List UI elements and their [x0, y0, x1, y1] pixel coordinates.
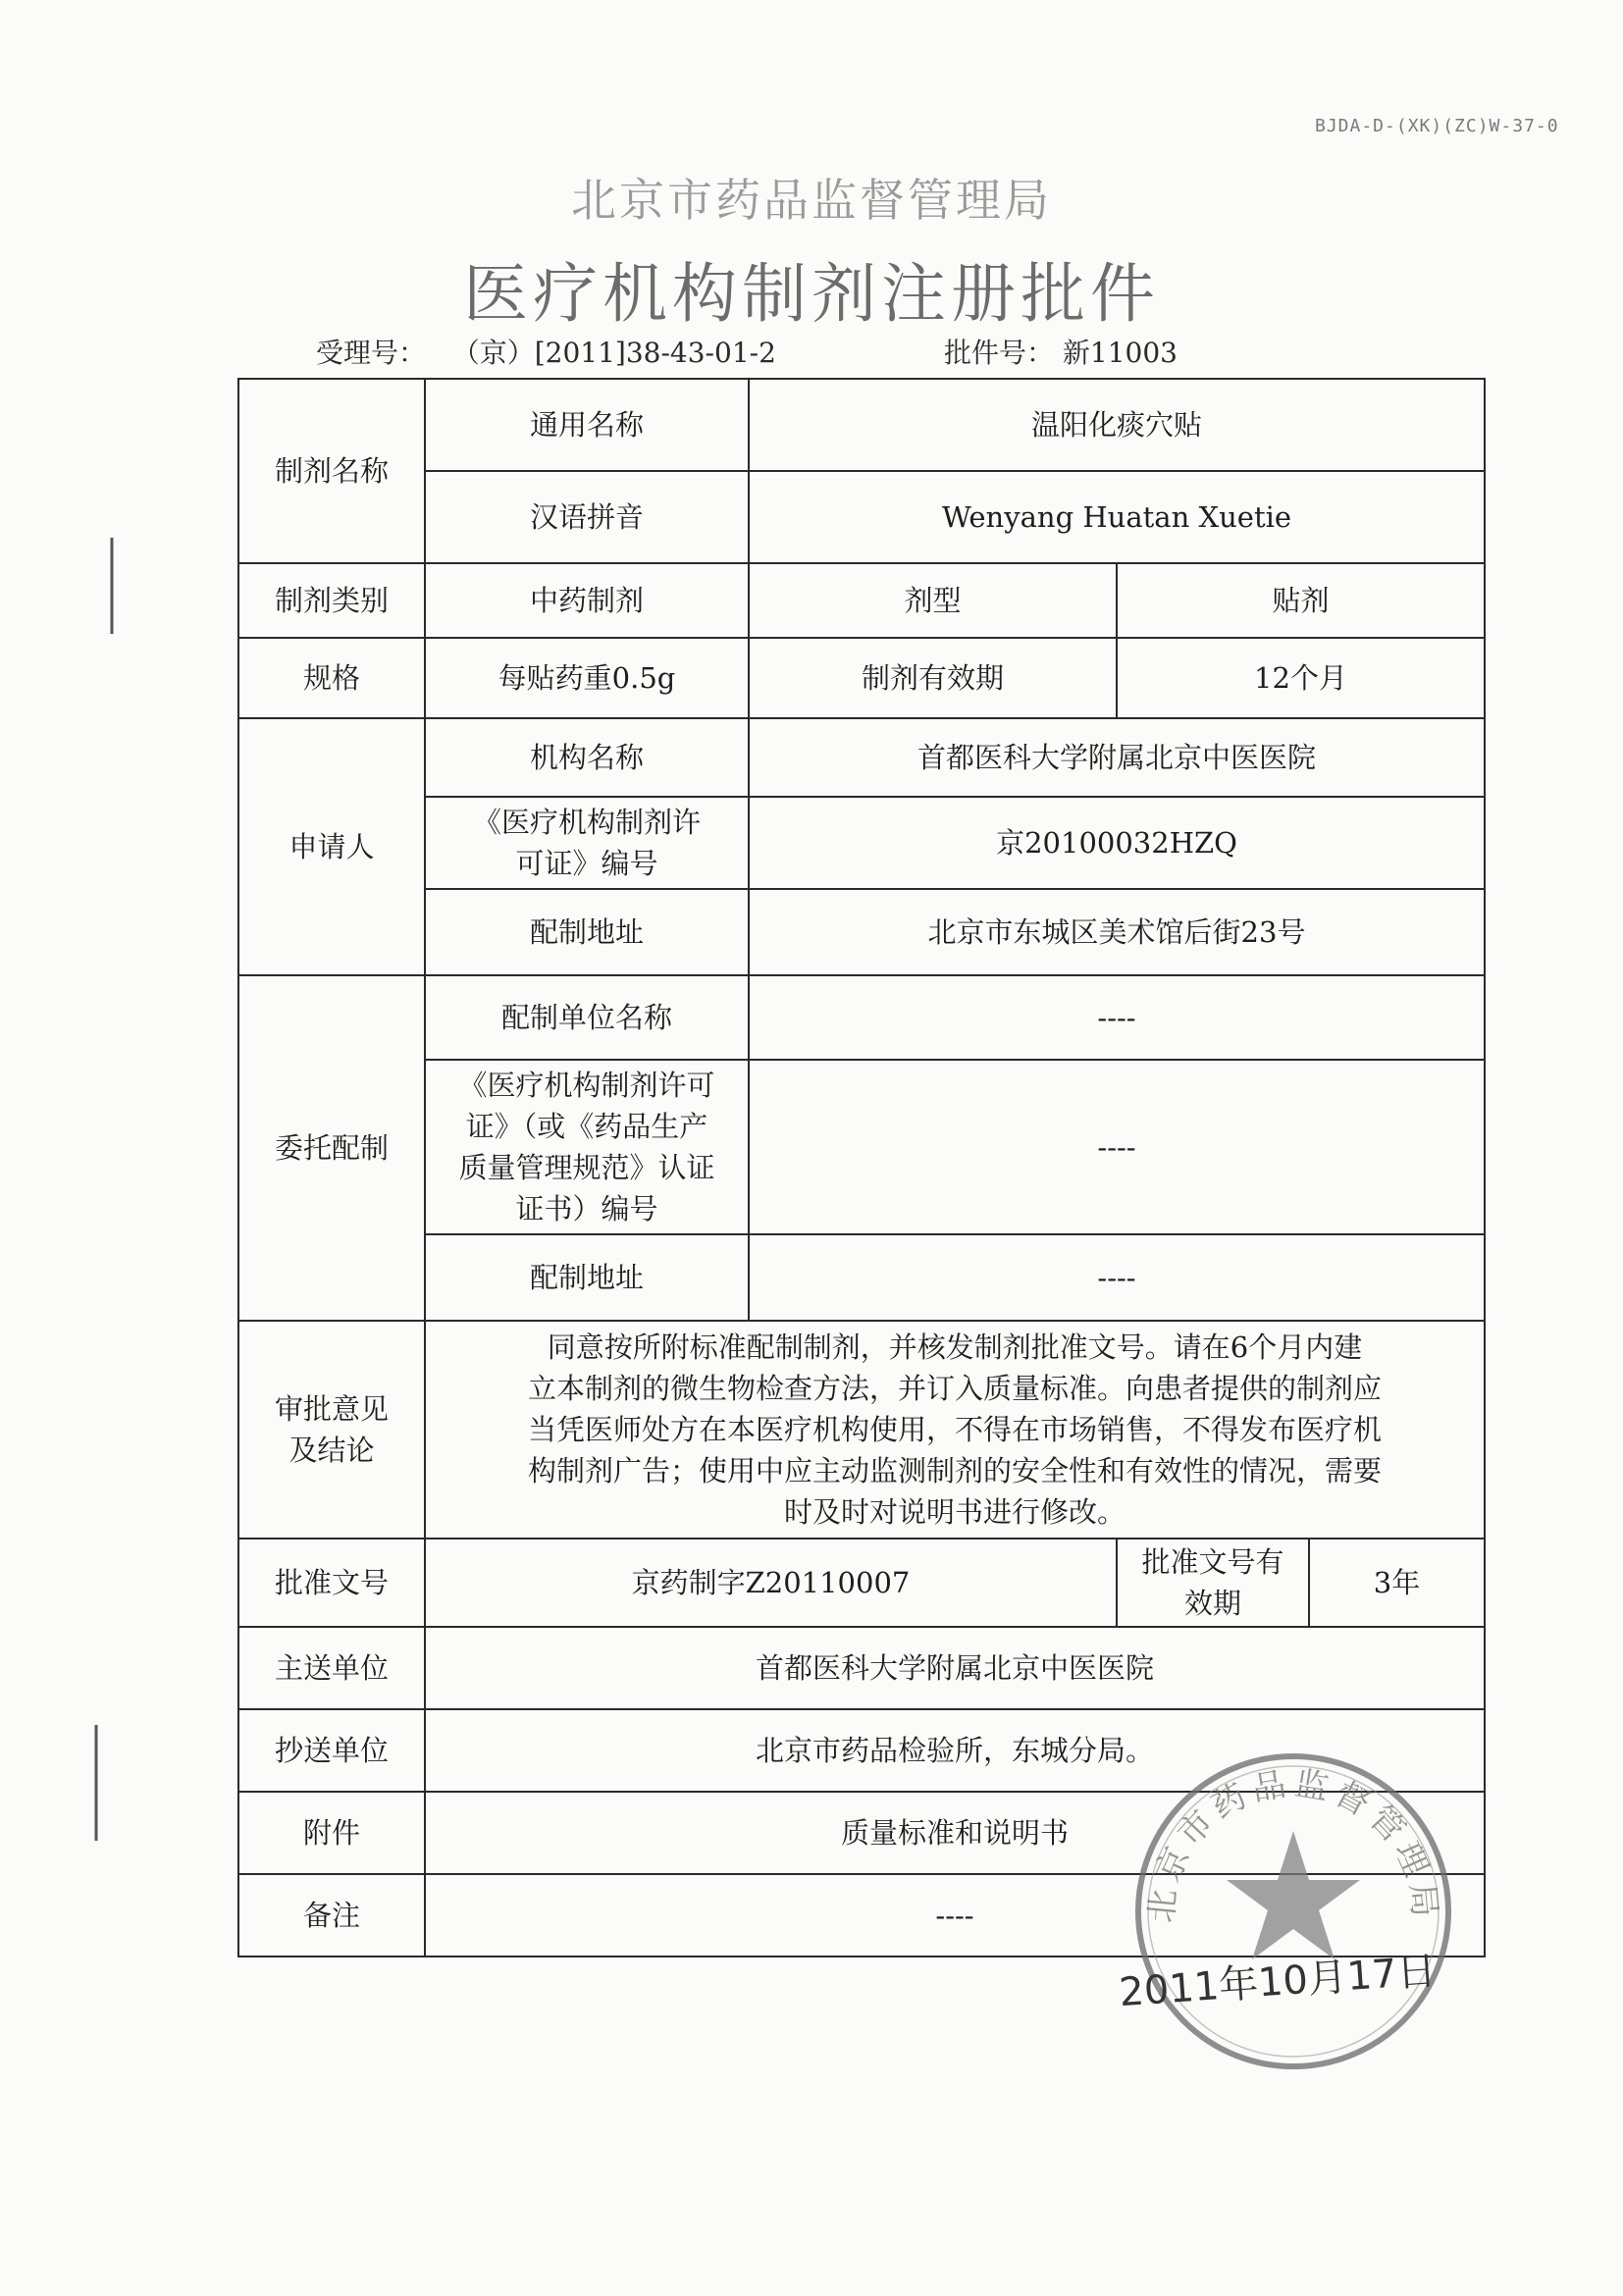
acceptance-number — [316, 332, 776, 371]
approval-validity-label — [1118, 1539, 1310, 1626]
approval-validity — [1117, 1539, 1485, 1627]
license-number-label — [425, 797, 749, 889]
main-recipient-label: 主送单位 — [238, 1627, 425, 1709]
attachment-label: 附件 — [238, 1792, 425, 1874]
cert-label-line: 证》（或《药品生产 — [465, 1110, 708, 1144]
entrusted-address-label: 配制地址 — [425, 1234, 749, 1321]
applicant-label: 申请人 — [238, 718, 425, 975]
generic-name-value: 温阳化痰穴贴 — [749, 379, 1485, 471]
attachment-value: 质量标准和说明书 — [425, 1792, 1485, 1874]
entrusted-unit-label: 配制单位名称 — [425, 975, 749, 1060]
cert-label-line: 质量管理规范》认证 — [458, 1151, 715, 1185]
opinion-line: 时及时对说明书进行修改。 — [784, 1495, 1126, 1530]
table-row — [238, 563, 1485, 638]
category-value: 中药制剂 — [425, 563, 749, 638]
document-code: BJDA-D-(XK)(ZC)W-37-0 — [1315, 116, 1559, 136]
binder-mark — [90, 1725, 102, 1841]
table-row — [238, 379, 1485, 471]
approval-doc-label: 批件号： — [944, 337, 1055, 369]
approval-doc-value: 新11003 — [1062, 337, 1178, 369]
spec-label: 规格 — [238, 638, 425, 718]
acceptance-label: 受理号： — [316, 337, 427, 369]
dosage-form-value: 贴剂 — [1117, 563, 1485, 638]
spec-value: 每贴药重0.5g — [425, 638, 749, 718]
opinion-line: 同意按所附标准配制制剂，并核发制剂批准文号。请在6个月内建 — [547, 1331, 1363, 1365]
opinion-line: 构制剂广告；使用中应主动监测制剂的安全性和有效性的情况，需要 — [528, 1454, 1383, 1488]
generic-name-label: 通用名称 — [425, 379, 749, 471]
opinion-label-line: 审批意见 — [274, 1392, 389, 1427]
approval-number-value: 京药制字Z20110007 — [425, 1539, 1117, 1627]
official-seal — [1126, 1745, 1460, 2078]
remarks-label: 备注 — [238, 1874, 425, 1957]
opinion-text — [425, 1321, 1485, 1539]
table-row — [238, 638, 1485, 718]
acceptance-value: （京）[2011]38-43-01-2 — [451, 337, 776, 369]
institution-name-label: 机构名称 — [425, 718, 749, 797]
remarks-value: ---- — [425, 1874, 1485, 1957]
opinion-label-line: 及结论 — [288, 1434, 375, 1468]
cert-label-line: 证书）编号 — [515, 1192, 658, 1226]
entrusted-address-value: ---- — [749, 1234, 1485, 1321]
approval-validity-label-line: 效期 — [1183, 1587, 1241, 1621]
signature-date: 2011年10月17日 — [1118, 1948, 1439, 2016]
entrusted-cert-value: ---- — [749, 1060, 1485, 1234]
preparation-address-label: 配制地址 — [425, 889, 749, 975]
approval-document-number — [944, 332, 1178, 371]
pinyin-value: Wenyang Huatan Xuetie — [749, 471, 1485, 563]
table-row — [238, 718, 1485, 797]
table-row — [238, 1060, 1485, 1234]
table-row — [238, 889, 1485, 975]
table-row — [238, 1234, 1485, 1321]
registration-table — [237, 378, 1486, 1957]
table-row — [238, 1321, 1485, 1539]
approval-number-label: 批准文号 — [238, 1539, 425, 1627]
prep-name-label: 制剂名称 — [238, 379, 425, 563]
binder-mark — [106, 538, 118, 634]
license-label-line: 可证》编号 — [515, 847, 658, 881]
table-row — [238, 471, 1485, 563]
table-row — [238, 975, 1485, 1060]
cc-value: 北京市药品检验所，东城分局。 — [425, 1709, 1485, 1792]
entrusted-cert-label — [425, 1060, 749, 1234]
star-icon — [1227, 1831, 1360, 1959]
entrusted-unit-value: ---- — [749, 975, 1485, 1060]
table-row — [238, 1627, 1485, 1709]
approval-validity-value: 3年 — [1373, 1566, 1421, 1600]
table-row — [238, 1539, 1485, 1627]
preparation-address-value: 北京市东城区美术馆后街23号 — [749, 889, 1485, 975]
dosage-form-label: 剂型 — [749, 563, 1117, 638]
main-recipient-value: 首都医科大学附属北京中医医院 — [425, 1627, 1485, 1709]
license-number-value: 京20100032HZQ — [749, 797, 1485, 889]
cc-label: 抄送单位 — [238, 1709, 425, 1792]
table-row — [238, 797, 1485, 889]
opinion-line: 立本制剂的微生物检查方法，并订入质量标准。向患者提供的制剂应 — [528, 1372, 1383, 1406]
document-title: 医疗机构制剂注册批件 — [463, 256, 1160, 332]
license-label-line: 《医疗机构制剂许 — [472, 806, 701, 839]
shelf-life-label: 制剂有效期 — [749, 638, 1117, 718]
pinyin-label: 汉语拼音 — [425, 471, 749, 563]
opinion-line: 当凭医师处方在本医疗机构使用，不得在市场销售，不得发布医疗机 — [528, 1413, 1383, 1447]
shelf-life-value: 12个月 — [1117, 638, 1485, 718]
agency-name: 北京市药品监督管理局 — [571, 174, 1052, 227]
institution-name-value: 首都医科大学附属北京中医医院 — [749, 718, 1485, 797]
category-label: 制剂类别 — [238, 563, 425, 638]
entrusted-label: 委托配制 — [238, 975, 425, 1321]
approval-validity-label-line: 批准文号有 — [1141, 1545, 1284, 1580]
cert-label-line: 《医疗机构制剂许可 — [458, 1069, 715, 1103]
seal-text: 北京市药品监督管理局 — [1141, 1763, 1445, 1925]
opinion-label — [238, 1321, 425, 1539]
